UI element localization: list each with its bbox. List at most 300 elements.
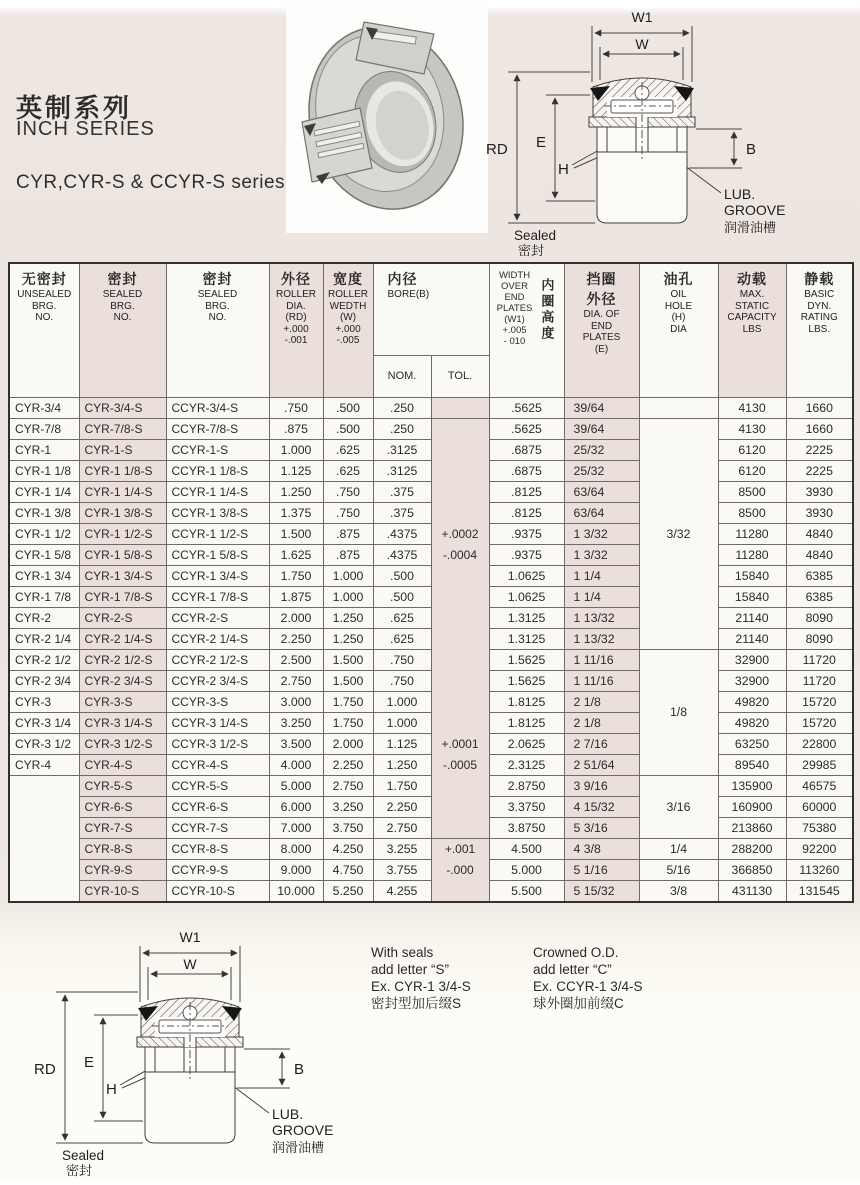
cell-dyn-rating: 15720 — [786, 712, 853, 733]
cell-width-over-plates: 1.3125 — [489, 628, 564, 649]
cell-roller-dia: .750 — [269, 397, 323, 418]
cell-ccyr-no: CCYR-3-S — [166, 691, 269, 712]
cell-dyn-rating: 60000 — [786, 796, 853, 817]
note-line: add letter “C” — [533, 962, 612, 977]
cell-static-capacity: 15840 — [718, 586, 786, 607]
cell-unsealed-no: CYR-1 — [9, 439, 79, 460]
cell-static-capacity: 160900 — [718, 796, 786, 817]
cell-ccyr-no: CCYR-3 1/2-S — [166, 733, 269, 754]
cell-static-capacity: 89540 — [718, 754, 786, 775]
cell-dia-end-plates: 2 7/16 — [564, 733, 639, 754]
cell-width-over-plates: 2.8750 — [489, 775, 564, 796]
cell-oil-hole — [639, 397, 718, 418]
cell-roller-width: .625 — [323, 460, 373, 481]
cell-static-capacity: 4130 — [718, 418, 786, 439]
label-sealed-zh: 密封 — [518, 243, 545, 258]
cell-dia-end-plates: 5 1/16 — [564, 859, 639, 880]
cell-ccyr-no: CCYR-10-S — [166, 880, 269, 902]
cell-dia-end-plates: 25/32 — [564, 460, 639, 481]
cell-bore-tol — [431, 712, 489, 733]
cell-dia-end-plates: 39/64 — [564, 397, 639, 418]
cell-width-over-plates: .8125 — [489, 502, 564, 523]
cell-unsealed-no: CYR-1 7/8 — [9, 586, 79, 607]
cell-roller-width: 3.750 — [323, 817, 373, 838]
cell-sealed-no: CYR-5-S — [79, 775, 166, 796]
cell-roller-width: 2.250 — [323, 754, 373, 775]
cell-dia-end-plates: 25/32 — [564, 439, 639, 460]
cell-roller-dia: 1.625 — [269, 544, 323, 565]
cell-unsealed-no: CYR-2 1/2 — [9, 649, 79, 670]
cell-bore-tol — [431, 691, 489, 712]
cell-static-capacity: 11280 — [718, 544, 786, 565]
cell-dyn-rating: 113260 — [786, 859, 853, 880]
cell-bore-nom: 3.755 — [373, 859, 431, 880]
cell-unsealed-no: CYR-1 5/8 — [9, 544, 79, 565]
cell-dia-end-plates: 4 15/32 — [564, 796, 639, 817]
cell-bore-tol — [431, 586, 489, 607]
dim-label-b: B — [294, 1061, 305, 1078]
dim-label-e: E — [536, 134, 547, 151]
cell-bore-tol — [431, 607, 489, 628]
cell-bore-nom: .750 — [373, 649, 431, 670]
cell-bore-nom: 1.000 — [373, 712, 431, 733]
cell-bore-tol: -.000 — [431, 859, 489, 880]
cell-bore-tol: +.001 — [431, 838, 489, 859]
cell-static-capacity: 49820 — [718, 712, 786, 733]
cell-dyn-rating: 2225 — [786, 460, 853, 481]
cell-static-capacity: 4130 — [718, 397, 786, 418]
header-width-over-end-plates: WIDTH OVER END PLATES (W1) +.005 - 010 内圈高度 — [489, 263, 564, 397]
cell-bore-nom: .250 — [373, 397, 431, 418]
cell-dia-end-plates: 1 1/4 — [564, 586, 639, 607]
cell-bore-tol — [431, 418, 489, 439]
cell-unsealed-no: CYR-2 — [9, 607, 79, 628]
cell-bore-tol — [431, 628, 489, 649]
cell-roller-dia: 1.875 — [269, 586, 323, 607]
cell-roller-dia: 2.250 — [269, 628, 323, 649]
cell-dia-end-plates: 3 9/16 — [564, 775, 639, 796]
cell-roller-width: 1.250 — [323, 607, 373, 628]
cell-roller-width: .875 — [323, 523, 373, 544]
label-sealed-en: Sealed — [62, 1148, 105, 1163]
cell-roller-width: .500 — [323, 418, 373, 439]
cell-dia-end-plates: 1 13/32 — [564, 607, 639, 628]
cell-static-capacity: 431130 — [718, 880, 786, 902]
cell-dyn-rating: 1660 — [786, 397, 853, 418]
cell-roller-dia: 1.750 — [269, 565, 323, 586]
cell-width-over-plates: 1.0625 — [489, 586, 564, 607]
dim-label-w: W — [635, 36, 649, 52]
cell-bore-tol — [431, 649, 489, 670]
cell-bore-nom: 3.255 — [373, 838, 431, 859]
cell-static-capacity: 15840 — [718, 565, 786, 586]
cell-roller-width: 1.500 — [323, 649, 373, 670]
cell-width-over-plates: 2.0625 — [489, 733, 564, 754]
cell-ccyr-no: CCYR-2 1/2-S — [166, 649, 269, 670]
header-bore-nom: NOM. — [373, 355, 431, 397]
cell-ccyr-no: CCYR-2 1/4-S — [166, 628, 269, 649]
cell-sealed-no: CYR-3-S — [79, 691, 166, 712]
header-unsealed-brg: 无密封 UNSEALED BRG. NO. — [9, 263, 79, 397]
header-oil-hole: 油孔 OIL HOLE (H) DIA — [639, 263, 718, 397]
cell-roller-dia: 2.500 — [269, 649, 323, 670]
label-lub-line2: GROOVE — [724, 202, 786, 218]
cell-width-over-plates: 4.500 — [489, 838, 564, 859]
cell-dia-end-plates: 1 1/4 — [564, 565, 639, 586]
cell-bore-nom: .3125 — [373, 460, 431, 481]
header-max-static-capacity: 动载 MAX. STATIC CAPACITY LBS — [718, 263, 786, 397]
cell-width-over-plates: 1.0625 — [489, 565, 564, 586]
cell-roller-width: 3.250 — [323, 796, 373, 817]
cell-ccyr-no: CCYR-2 3/4-S — [166, 670, 269, 691]
cell-roller-dia: 3.000 — [269, 691, 323, 712]
cell-bore-tol: +.0001 — [431, 733, 489, 754]
cell-width-over-plates: 1.5625 — [489, 670, 564, 691]
cell-bore-nom: .375 — [373, 502, 431, 523]
label-sealed-zh: 密封 — [66, 1163, 93, 1178]
cell-sealed-no: CYR-3 1/2-S — [79, 733, 166, 754]
note-crowned-od — [533, 944, 643, 1012]
cell-width-over-plates: 2.3125 — [489, 754, 564, 775]
cell-roller-width: .625 — [323, 439, 373, 460]
cell-bore-tol — [431, 670, 489, 691]
cell-dia-end-plates: 5 15/32 — [564, 880, 639, 902]
cell-dia-end-plates: 1 3/32 — [564, 523, 639, 544]
label-lub-line1: LUB. — [724, 186, 756, 202]
cell-dia-end-plates: 1 11/16 — [564, 670, 639, 691]
cell-unsealed-no: CYR-2 1/4 — [9, 628, 79, 649]
cell-bore-nom: .500 — [373, 586, 431, 607]
cell-sealed-no: CYR-1 1/4-S — [79, 481, 166, 502]
cell-bore-tol — [431, 796, 489, 817]
cell-bore-nom: 2.250 — [373, 796, 431, 817]
cell-roller-width: 4.750 — [323, 859, 373, 880]
label-lub-zh: 润滑油槽 — [272, 1140, 325, 1155]
cell-bore-nom: 1.000 — [373, 691, 431, 712]
cell-oil-hole: 1/8 — [639, 649, 718, 775]
cell-dyn-rating: 4840 — [786, 523, 853, 544]
dim-label-h: H — [106, 1081, 117, 1098]
series-subtitle: CYR,CYR-S & CCYR-S series — [16, 172, 286, 193]
note-line: add letter “S” — [371, 962, 450, 977]
cell-width-over-plates: .6875 — [489, 460, 564, 481]
cell-width-over-plates: 1.3125 — [489, 607, 564, 628]
cell-roller-width: 1.750 — [323, 691, 373, 712]
cell-roller-dia: 2.750 — [269, 670, 323, 691]
cell-width-over-plates: .9375 — [489, 544, 564, 565]
cell-ccyr-no: CCYR-6-S — [166, 796, 269, 817]
cell-static-capacity: 21140 — [718, 607, 786, 628]
cell-width-over-plates: .5625 — [489, 418, 564, 439]
cell-bore-tol: +.0002 — [431, 523, 489, 544]
cell-bore-nom: 1.250 — [373, 754, 431, 775]
cell-unsealed-no: CYR-7/8 — [9, 418, 79, 439]
cell-sealed-no: CYR-2-S — [79, 607, 166, 628]
cell-width-over-plates: .8125 — [489, 481, 564, 502]
cell-roller-width: 2.000 — [323, 733, 373, 754]
cell-sealed-no: CYR-2 1/2-S — [79, 649, 166, 670]
cell-bore-nom: 1.125 — [373, 733, 431, 754]
cell-unsealed-blank — [9, 775, 79, 902]
cell-width-over-plates: .9375 — [489, 523, 564, 544]
cell-unsealed-no: CYR-3 — [9, 691, 79, 712]
cell-dyn-rating: 11720 — [786, 670, 853, 691]
cell-ccyr-no: CCYR-3/4-S — [166, 397, 269, 418]
cell-bore-nom: .4375 — [373, 523, 431, 544]
label-lub-zh: 润滑油槽 — [724, 220, 777, 235]
cell-sealed-no: CYR-6-S — [79, 796, 166, 817]
cell-roller-dia: .875 — [269, 418, 323, 439]
cell-roller-dia: 1.000 — [269, 439, 323, 460]
cell-unsealed-no: CYR-1 3/4 — [9, 565, 79, 586]
cell-sealed-no: CYR-1-S — [79, 439, 166, 460]
cell-sealed-no: CYR-1 3/4-S — [79, 565, 166, 586]
cell-dia-end-plates: 2 51/64 — [564, 754, 639, 775]
cell-static-capacity: 288200 — [718, 838, 786, 859]
cell-dyn-rating: 8090 — [786, 628, 853, 649]
page-title-en: INCH SERIES — [16, 118, 155, 140]
dim-label-e: E — [84, 1054, 95, 1071]
note-with-seals — [371, 944, 471, 1012]
cell-static-capacity: 366850 — [718, 859, 786, 880]
header-bore: 内径 BORE(B) — [373, 263, 489, 355]
bearing-section — [589, 78, 695, 223]
cell-unsealed-no: CYR-1 1/2 — [9, 523, 79, 544]
cell-dyn-rating: 4840 — [786, 544, 853, 565]
cell-width-over-plates: 3.8750 — [489, 817, 564, 838]
cell-static-capacity: 6120 — [718, 460, 786, 481]
cell-roller-width: .500 — [323, 397, 373, 418]
cell-roller-dia: 5.000 — [269, 775, 323, 796]
cell-roller-width: 5.250 — [323, 880, 373, 902]
cell-bore-tol — [431, 565, 489, 586]
cell-sealed-no: CYR-3 1/4-S — [79, 712, 166, 733]
cell-dia-end-plates: 1 13/32 — [564, 628, 639, 649]
cell-dia-end-plates: 2 1/8 — [564, 691, 639, 712]
dim-label-rd: RD — [486, 141, 508, 158]
cell-width-over-plates: .5625 — [489, 397, 564, 418]
cell-roller-dia: 10.000 — [269, 880, 323, 902]
cell-static-capacity: 49820 — [718, 691, 786, 712]
note-line: With seals — [371, 945, 434, 960]
cell-bore-tol: -.0004 — [431, 544, 489, 565]
cell-roller-width: 1.750 — [323, 712, 373, 733]
cell-ccyr-no: CCYR-9-S — [166, 859, 269, 880]
header-sealed-brg-1: 密封 SEALED BRG. NO. — [79, 263, 166, 397]
cell-sealed-no: CYR-8-S — [79, 838, 166, 859]
cell-dia-end-plates: 39/64 — [564, 418, 639, 439]
cell-bore-nom: .4375 — [373, 544, 431, 565]
cell-dyn-rating: 11720 — [786, 649, 853, 670]
cell-ccyr-no: CCYR-1 1/2-S — [166, 523, 269, 544]
dim-label-b: B — [746, 141, 757, 158]
cell-dia-end-plates: 4 3/8 — [564, 838, 639, 859]
cell-bore-nom: .375 — [373, 481, 431, 502]
bearing-photo-illustration — [286, 0, 488, 233]
spec-table-body — [9, 397, 853, 902]
cell-roller-width: 1.250 — [323, 628, 373, 649]
cell-bore-tol — [431, 880, 489, 902]
cell-sealed-no: CYR-4-S — [79, 754, 166, 775]
cell-roller-dia: 3.500 — [269, 733, 323, 754]
cell-sealed-no: CYR-3/4-S — [79, 397, 166, 418]
cell-dyn-rating: 75380 — [786, 817, 853, 838]
cell-static-capacity: 63250 — [718, 733, 786, 754]
cell-dia-end-plates: 63/64 — [564, 502, 639, 523]
cell-roller-width: 4.250 — [323, 838, 373, 859]
cell-static-capacity: 213860 — [718, 817, 786, 838]
cell-sealed-no: CYR-10-S — [79, 880, 166, 902]
header-bore-tol: TOL. — [431, 355, 489, 397]
cell-roller-dia: 2.000 — [269, 607, 323, 628]
cell-ccyr-no: CCYR-2-S — [166, 607, 269, 628]
label-lub-line1: LUB. — [272, 1106, 304, 1122]
cell-dyn-rating: 6385 — [786, 565, 853, 586]
bearing-section — [137, 998, 243, 1143]
cell-static-capacity: 8500 — [718, 481, 786, 502]
cell-sealed-no: CYR-2 3/4-S — [79, 670, 166, 691]
cell-dia-end-plates: 1 11/16 — [564, 649, 639, 670]
cell-dyn-rating: 2225 — [786, 439, 853, 460]
cell-roller-dia: 6.000 — [269, 796, 323, 817]
cell-bore-nom: .3125 — [373, 439, 431, 460]
dim-label-w1: W1 — [179, 929, 201, 945]
cell-sealed-no: CYR-2 1/4-S — [79, 628, 166, 649]
cell-width-over-plates: 3.3750 — [489, 796, 564, 817]
cell-ccyr-no: CCYR-7/8-S — [166, 418, 269, 439]
cell-dyn-rating: 1660 — [786, 418, 853, 439]
cell-dia-end-plates: 63/64 — [564, 481, 639, 502]
cell-roller-dia: 1.375 — [269, 502, 323, 523]
cell-unsealed-no: CYR-3 1/2 — [9, 733, 79, 754]
cell-bore-nom: .625 — [373, 628, 431, 649]
cell-bore-nom: 1.750 — [373, 775, 431, 796]
cell-unsealed-no: CYR-1 3/8 — [9, 502, 79, 523]
cell-bore-tol — [431, 817, 489, 838]
dim-label-rd: RD — [34, 1061, 56, 1078]
cell-unsealed-no: CYR-1 1/8 — [9, 460, 79, 481]
header-inner-ring-height-vertical: 内圈高度 — [539, 278, 555, 342]
cell-roller-dia: 3.250 — [269, 712, 323, 733]
note-line: Ex. CYR-1 3/4-S — [371, 979, 471, 994]
cell-bore-nom: 2.750 — [373, 817, 431, 838]
cell-ccyr-no: CCYR-1 1/4-S — [166, 481, 269, 502]
cell-unsealed-no: CYR-1 1/4 — [9, 481, 79, 502]
cell-sealed-no: CYR-1 3/8-S — [79, 502, 166, 523]
cell-width-over-plates: 1.5625 — [489, 649, 564, 670]
cell-unsealed-no: CYR-4 — [9, 754, 79, 775]
cell-ccyr-no: CCYR-1 3/8-S — [166, 502, 269, 523]
page-title-zh: 英制系列 — [16, 93, 133, 123]
cell-roller-width: 1.000 — [323, 565, 373, 586]
cell-width-over-plates: 1.8125 — [489, 691, 564, 712]
cell-static-capacity: 135900 — [718, 775, 786, 796]
note-line: Ex. CCYR-1 3/4-S — [533, 979, 643, 994]
cell-unsealed-no: CYR-3/4 — [9, 397, 79, 418]
cell-dyn-rating: 46575 — [786, 775, 853, 796]
cell-sealed-no: CYR-7/8-S — [79, 418, 166, 439]
cell-bore-tol — [431, 481, 489, 502]
cell-ccyr-no: CCYR-1-S — [166, 439, 269, 460]
cell-dyn-rating: 3930 — [786, 502, 853, 523]
cell-ccyr-no: CCYR-1 5/8-S — [166, 544, 269, 565]
cell-dyn-rating: 3930 — [786, 481, 853, 502]
cell-roller-dia: 8.000 — [269, 838, 323, 859]
cell-static-capacity: 8500 — [718, 502, 786, 523]
cell-ccyr-no: CCYR-1 7/8-S — [166, 586, 269, 607]
cell-dyn-rating: 131545 — [786, 880, 853, 902]
cell-dia-end-plates: 2 1/8 — [564, 712, 639, 733]
cell-sealed-no: CYR-1 1/2-S — [79, 523, 166, 544]
cell-bore-tol — [431, 397, 489, 418]
cross-section-diagram-top — [478, 2, 858, 260]
dim-label-w: W — [183, 956, 197, 972]
cell-static-capacity: 32900 — [718, 670, 786, 691]
cell-roller-dia: 1.500 — [269, 523, 323, 544]
cross-section-diagram-bottom — [26, 922, 406, 1180]
cell-unsealed-no: CYR-2 3/4 — [9, 670, 79, 691]
cell-oil-hole: 5/16 — [639, 859, 718, 880]
cell-roller-width: .750 — [323, 502, 373, 523]
note-line: 密封型加后缀S — [371, 996, 462, 1011]
cell-oil-hole: 3/32 — [639, 418, 718, 649]
cell-roller-width: .750 — [323, 481, 373, 502]
cell-ccyr-no: CCYR-3 1/4-S — [166, 712, 269, 733]
cell-static-capacity: 11280 — [718, 523, 786, 544]
cell-dyn-rating: 29985 — [786, 754, 853, 775]
cell-width-over-plates: 5.000 — [489, 859, 564, 880]
cell-bore-tol — [431, 502, 489, 523]
spec-table — [8, 262, 854, 903]
cell-dia-end-plates: 1 3/32 — [564, 544, 639, 565]
cell-ccyr-no: CCYR-7-S — [166, 817, 269, 838]
cell-dyn-rating: 92200 — [786, 838, 853, 859]
cell-bore-nom: .750 — [373, 670, 431, 691]
cell-roller-width: 1.500 — [323, 670, 373, 691]
cell-width-over-plates: 5.500 — [489, 880, 564, 902]
cell-dyn-rating: 22800 — [786, 733, 853, 754]
cell-oil-hole: 3/16 — [639, 775, 718, 838]
cell-dyn-rating: 15720 — [786, 691, 853, 712]
dim-label-h: H — [558, 161, 569, 178]
cell-ccyr-no: CCYR-4-S — [166, 754, 269, 775]
header-roller-width: 宽度 ROLLER WEDTH (W) +.000 -.005 — [323, 263, 373, 397]
bearing-photo — [286, 0, 488, 233]
cell-roller-dia: 4.000 — [269, 754, 323, 775]
note-line: Crowned O.D. — [533, 945, 619, 960]
cell-ccyr-no: CCYR-5-S — [166, 775, 269, 796]
cell-sealed-no: CYR-1 1/8-S — [79, 460, 166, 481]
cell-ccyr-no: CCYR-8-S — [166, 838, 269, 859]
cell-oil-hole: 1/4 — [639, 838, 718, 859]
cell-roller-dia: 7.000 — [269, 817, 323, 838]
cell-sealed-no: CYR-1 7/8-S — [79, 586, 166, 607]
dim-label-w1: W1 — [631, 9, 653, 25]
cell-sealed-no: CYR-9-S — [79, 859, 166, 880]
cell-ccyr-no: CCYR-1 3/4-S — [166, 565, 269, 586]
cell-bore-nom: .625 — [373, 607, 431, 628]
cell-sealed-no: CYR-7-S — [79, 817, 166, 838]
cell-roller-dia: 1.125 — [269, 460, 323, 481]
header-roller-dia: 外径 ROLLER DIA. (RD) +.000 -.001 — [269, 263, 323, 397]
cell-ccyr-no: CCYR-1 1/8-S — [166, 460, 269, 481]
cell-width-over-plates: 1.8125 — [489, 712, 564, 733]
note-line: 球外圈加前缀C — [533, 996, 624, 1011]
header-dia-end-plates: 挡圈 外径 DIA. OF END PLATES (E) — [564, 263, 639, 397]
cell-roller-width: .875 — [323, 544, 373, 565]
cell-static-capacity: 6120 — [718, 439, 786, 460]
cell-roller-dia: 9.000 — [269, 859, 323, 880]
